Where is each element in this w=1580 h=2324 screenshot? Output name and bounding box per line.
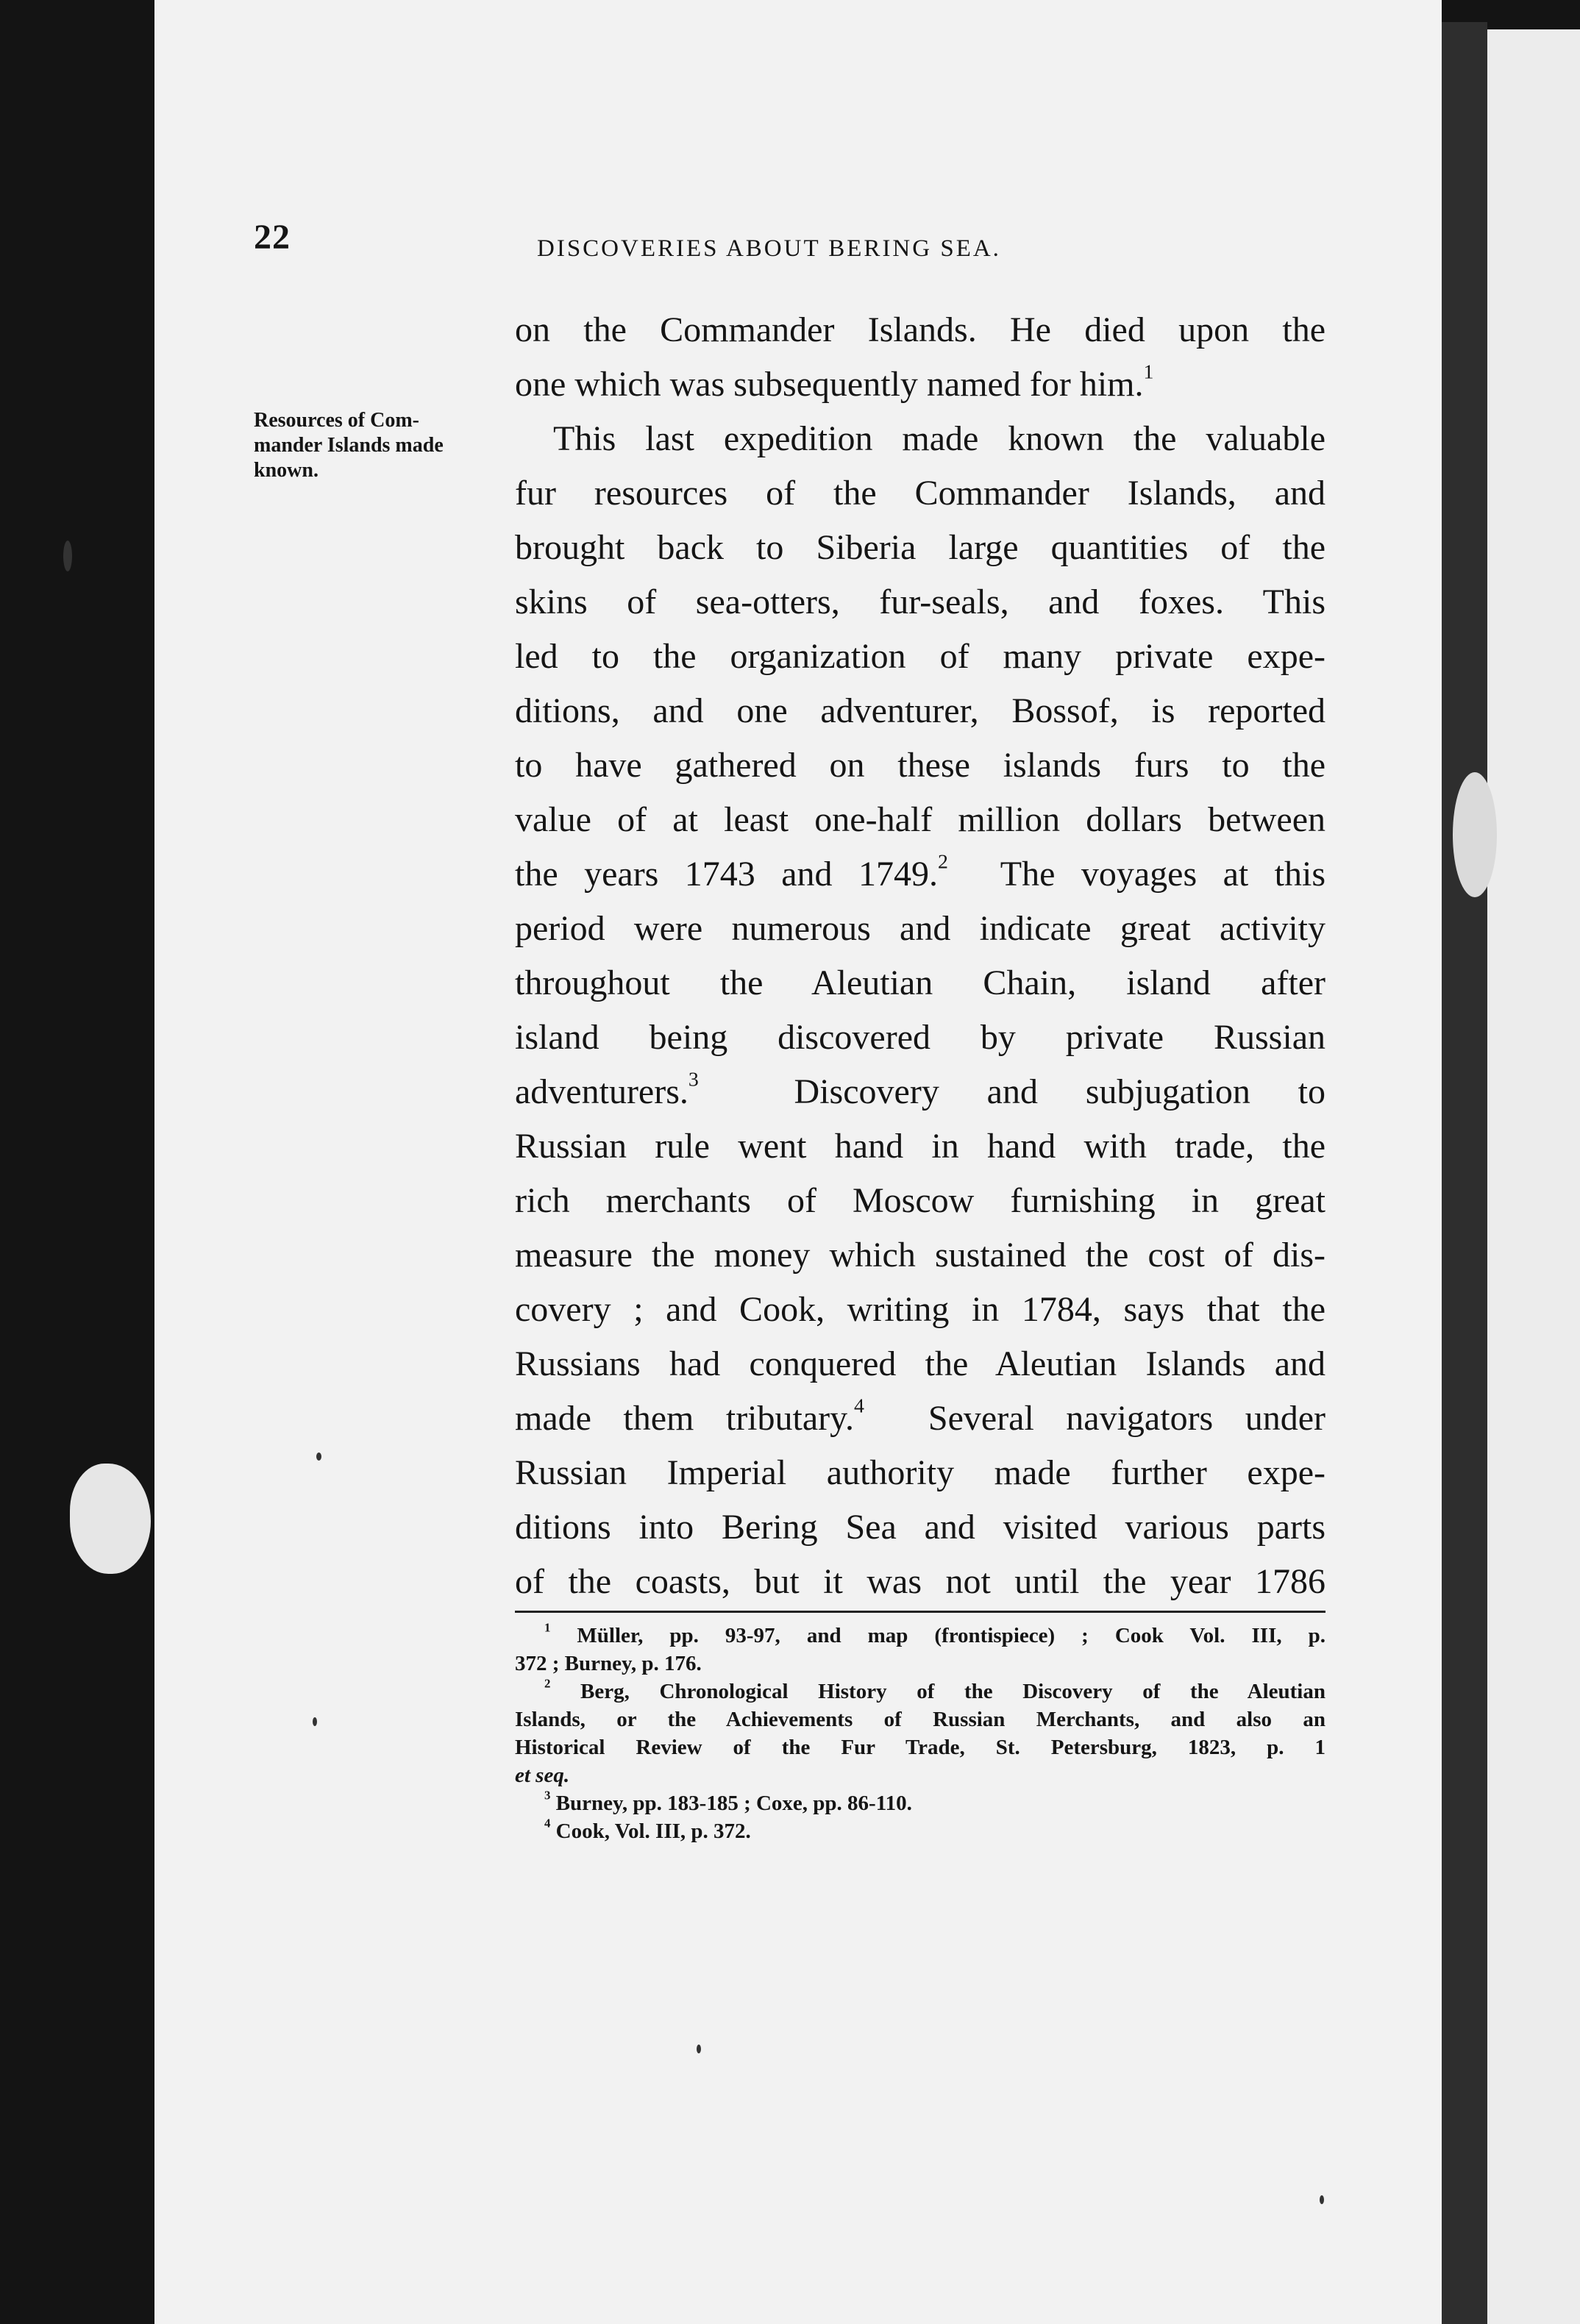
body-line: covery ; and Cook, writing in 1784, says that the <box>515 1290 1325 1329</box>
body-line: ditions, and one adventurer, Bossof, is reported <box>515 691 1325 730</box>
running-head: DISCOVERIES ABOUT BERING SEA. <box>537 235 1001 262</box>
book-spine-shadow <box>1442 22 1487 2324</box>
body-line <box>515 1065 1325 1119</box>
footnote-ref: 2 <box>937 850 948 874</box>
footnote-text: Müller, pp. 93-97, and map (frontispiece) ; Cook Vol. III, p. <box>577 1624 1325 1647</box>
footnote-text: Cook, Vol. III, p. 372. <box>555 1819 751 1843</box>
footnote-line <box>515 1678 1325 1705</box>
page-number: 22 <box>254 218 291 257</box>
facing-page-edge <box>1487 29 1580 2324</box>
body-line: This last expedition made known the valuable <box>553 419 1325 458</box>
margin-sidenote <box>254 408 508 483</box>
body-line-text: the years 1743 and 1749. <box>515 855 938 894</box>
footnote-ref: 3 <box>688 1068 699 1091</box>
footnote-line <box>515 1622 1325 1650</box>
body-line: measure the money which sustained the cost of dis- <box>515 1236 1325 1275</box>
body-line: brought back to Siberia large quantities of the <box>515 528 1325 567</box>
body-line: to have gathered on these islands furs to the <box>515 746 1325 785</box>
body-line-text: made them tributary. <box>515 1399 855 1438</box>
body-line-text: The voyages at this <box>1000 855 1326 894</box>
body-line: Russian Imperial authority made further expe- <box>515 1453 1325 1492</box>
body-line <box>515 1391 1325 1446</box>
body-line: period were numerous and indicate great activity <box>515 909 1325 948</box>
body-line: ditions into Bering Sea and visited various parts <box>515 1508 1325 1547</box>
footnote-marker: 3 <box>544 1788 551 1803</box>
ink-speck <box>1320 2195 1324 2204</box>
footnote-ref: 1 <box>1143 360 1154 384</box>
sidenote-line: known. <box>254 459 319 482</box>
body-line <box>515 357 1325 412</box>
sidenote-line: mander Islands made <box>254 434 444 457</box>
body-line: Russians had conquered the Aleutian Islands and <box>515 1344 1325 1383</box>
body-line: island being discovered by private Russian <box>515 1018 1325 1057</box>
body-line-text: adventurers. <box>515 1072 688 1111</box>
ink-speck <box>316 1452 321 1461</box>
footnote-line <box>515 1817 1325 1845</box>
ink-speck <box>63 541 72 571</box>
footnote-line <box>515 1761 1325 1789</box>
footnote-rule <box>515 1611 1325 1613</box>
sidenote-line: Resources of Com- <box>254 409 419 432</box>
body-line: skins of sea-otters, fur-seals, and foxes. This <box>515 582 1325 621</box>
footnote-line: Historical Review of the Fur Trade, St. Petersburg, 1823, p. 1 <box>515 1736 1325 1759</box>
footnote-marker: 2 <box>544 1676 551 1691</box>
paper-stain <box>1453 772 1497 897</box>
body-text <box>515 303 1325 1609</box>
footnote-marker: 4 <box>544 1816 551 1831</box>
body-line-text: one which was subsequently named for him. <box>515 365 1144 404</box>
body-line: of the coasts, but it was not until the year 1786 <box>515 1562 1325 1601</box>
footnote-line <box>515 1789 1325 1817</box>
body-line: led to the organization of many private expe- <box>515 637 1325 676</box>
body-line <box>515 847 1325 902</box>
footnotes <box>515 1622 1325 1845</box>
footnote-line: Islands, or the Achievements of Russian Merchants, and also an <box>515 1708 1325 1731</box>
body-line: on the Commander Islands. He died upon the <box>515 310 1325 349</box>
footnote-marker: 1 <box>544 1620 551 1635</box>
body-line: fur resources of the Commander Islands, and <box>515 474 1325 513</box>
footnote-text: Berg, Chronological History of the Discovery of the Aleutian <box>580 1680 1325 1703</box>
body-line-text: Several navigators under <box>928 1399 1325 1438</box>
ink-speck <box>697 2045 701 2053</box>
body-line: Russian rule went hand in hand with trade, the <box>515 1127 1325 1166</box>
footnote-ref: 4 <box>854 1394 864 1418</box>
body-line: value of at least one-half million dollars between <box>515 800 1325 839</box>
paper-stain <box>70 1464 151 1574</box>
footnote-line: 372 ; Burney, p. 176. <box>515 1652 702 1675</box>
footnote-text: Burney, pp. 183-185 ; Coxe, pp. 86-110. <box>555 1792 912 1815</box>
body-line: throughout the Aleutian Chain, island after <box>515 963 1325 1002</box>
ink-speck <box>313 1717 317 1726</box>
body-line: rich merchants of Moscow furnishing in great <box>515 1181 1325 1220</box>
body-line-text: Discovery and subjugation to <box>794 1072 1326 1111</box>
footnote-text: et seq. <box>515 1764 570 1787</box>
